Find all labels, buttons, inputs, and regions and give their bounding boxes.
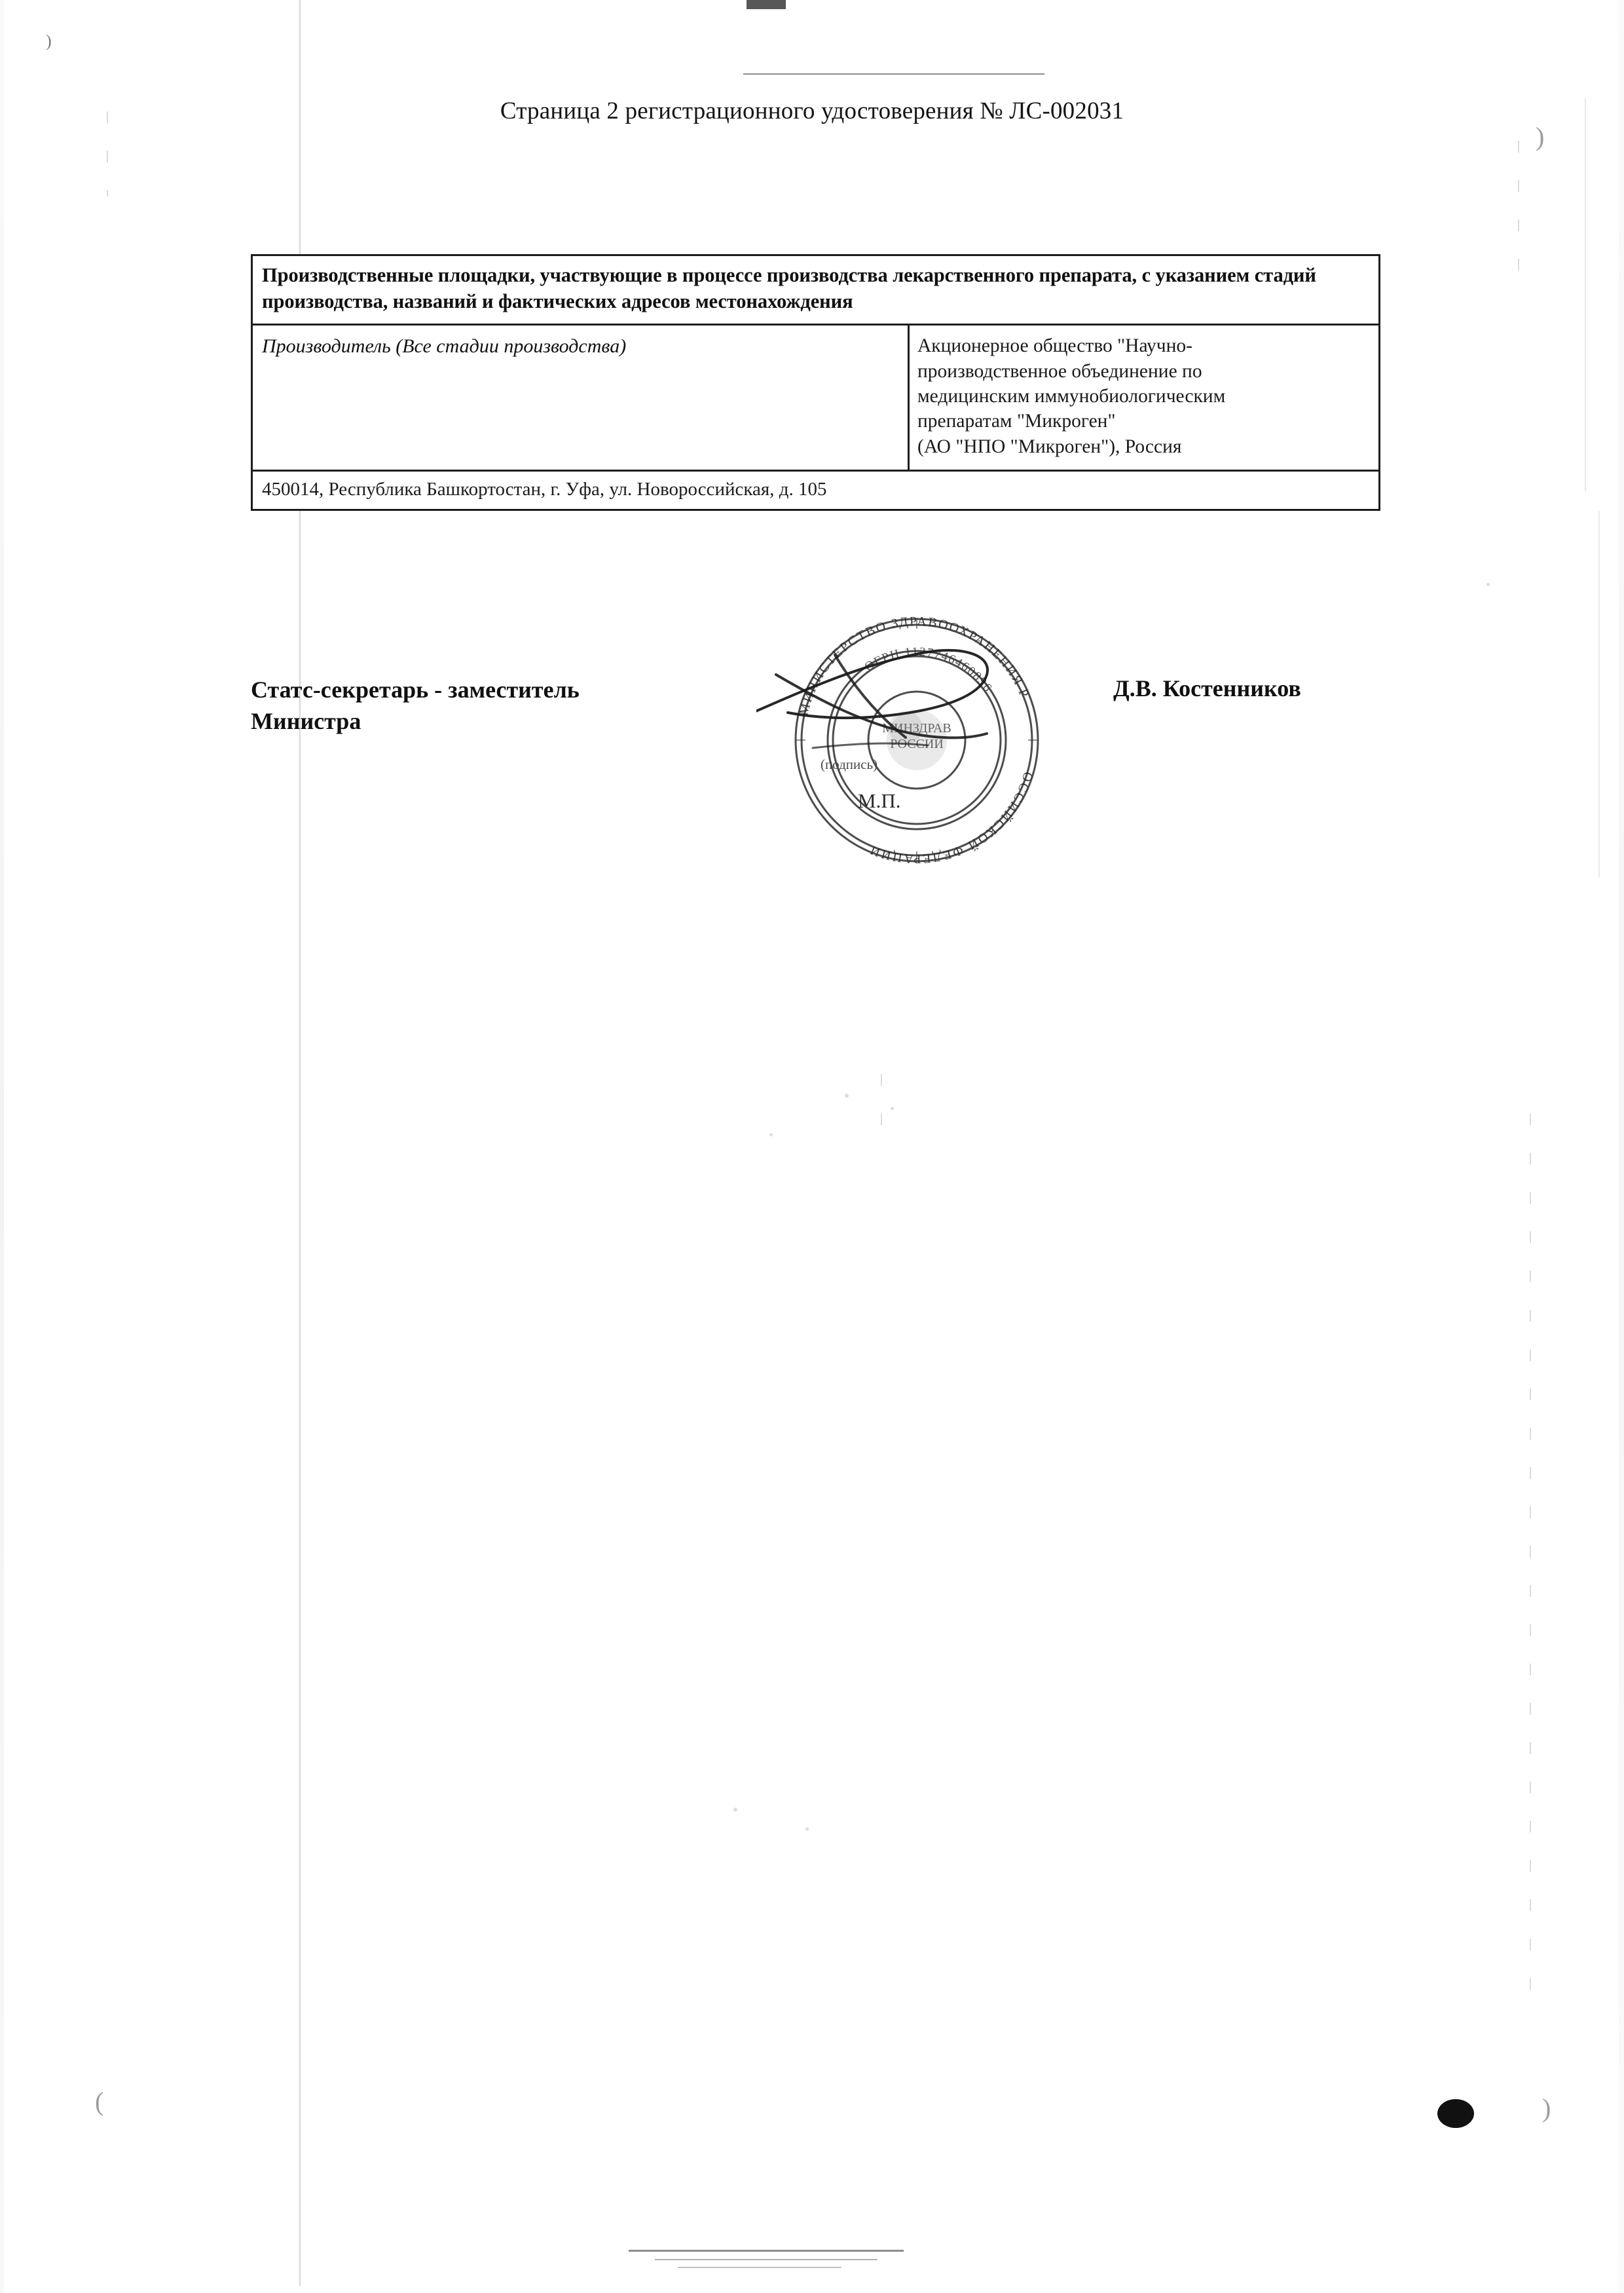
manufacturer-name-line: Акционерное общество "Научно- <box>917 335 1192 357</box>
manufacturer-name-line: медицинским иммунобиологическим <box>917 385 1226 407</box>
scan-speck <box>805 1827 809 1831</box>
signatory-position-line1: Статс-секретарь - заместитель <box>251 677 580 703</box>
manufacturer-name-line: препаратам "Микроген" <box>917 411 1116 432</box>
scan-dash-column-right-a <box>1518 141 1519 272</box>
seal-place-mark: М.П. <box>858 789 901 812</box>
scan-speck <box>1486 583 1490 586</box>
scan-corner-mark: ) <box>46 31 52 50</box>
scan-edge-right <box>1619 0 1624 2293</box>
manufacturer-name-line: производственное объединение по <box>917 360 1202 382</box>
scan-black-dot <box>1437 2099 1474 2128</box>
manufacturer-role-cell: Производитель (Все стадии производства) <box>253 326 910 470</box>
signatory-position-line2: Министра <box>251 707 361 734</box>
scan-vertical-line-right-upper <box>1585 98 1586 491</box>
scan-vertical-line-right-lower <box>1598 511 1600 878</box>
svg-text:МИНИСТЕРСТВО ЗДРАВООХРАНЕНИЯ Р: МИНИСТЕРСТВО ЗДРАВООХРАНЕНИЯ Р <box>796 614 1032 717</box>
manufacturer-name-line: (АО "НПО "Микроген"), Россия <box>917 436 1182 457</box>
svg-text:ОГРН 1127746460896: ОГРН 1127746460896 <box>862 644 995 696</box>
manufacturer-name-cell <box>910 326 1378 470</box>
scan-dash-column-right-b <box>1530 1113 1531 2017</box>
signatory-position <box>251 675 748 737</box>
official-seal-stamp <box>756 576 1077 884</box>
scan-top-rule <box>743 73 1044 75</box>
scan-speck <box>845 1094 849 1098</box>
scan-paren-bottom-right: ) <box>1542 2093 1551 2123</box>
scan-speck <box>891 1107 894 1110</box>
signature-caption: (подпись) <box>821 756 878 772</box>
production-sites-table <box>251 254 1380 511</box>
scan-dash-column-mid <box>881 1074 882 1153</box>
signatory-name: Д.В. Костенников <box>1113 675 1301 701</box>
table-row-title <box>253 256 1378 326</box>
manufacturer-address-cell: 450014, Республика Башкортостан, г. Уфа, ул. Новороссийская, д. 105 <box>262 479 827 500</box>
table-row-manufacturer <box>253 326 1378 472</box>
scan-bottom-rule-3 <box>678 2267 841 2268</box>
svg-text:ОССИЙСКОЙ ФЕДЕРАЦИИ: ОССИЙСКОЙ ФЕДЕРАЦИИ <box>866 770 1036 867</box>
scan-paren-bottom-left: ( <box>95 2087 104 2116</box>
svg-text:РОССИИ: РОССИИ <box>890 737 944 751</box>
scan-bottom-rule-1 <box>629 2250 904 2252</box>
scan-edge-left <box>0 0 4 2293</box>
scan-speck <box>769 1133 773 1136</box>
scan-speck <box>733 1808 737 1812</box>
table-title-cell: Производственные площадки, участвующие в процессе производства лекарственного препарата, с указанием стадий производства, названий и фактических адресов местонахождения <box>262 264 1316 312</box>
scan-paren-top-right: ) <box>1536 122 1545 151</box>
scan-top-black-bar <box>747 0 786 9</box>
page-title: Страница 2 регистрационного удостоверения № ЛС-002031 <box>500 98 1124 124</box>
svg-text:МИНЗДРАВ: МИНЗДРАВ <box>882 721 951 736</box>
scan-bottom-rule-2 <box>655 2259 877 2260</box>
table-row-address <box>253 472 1378 509</box>
